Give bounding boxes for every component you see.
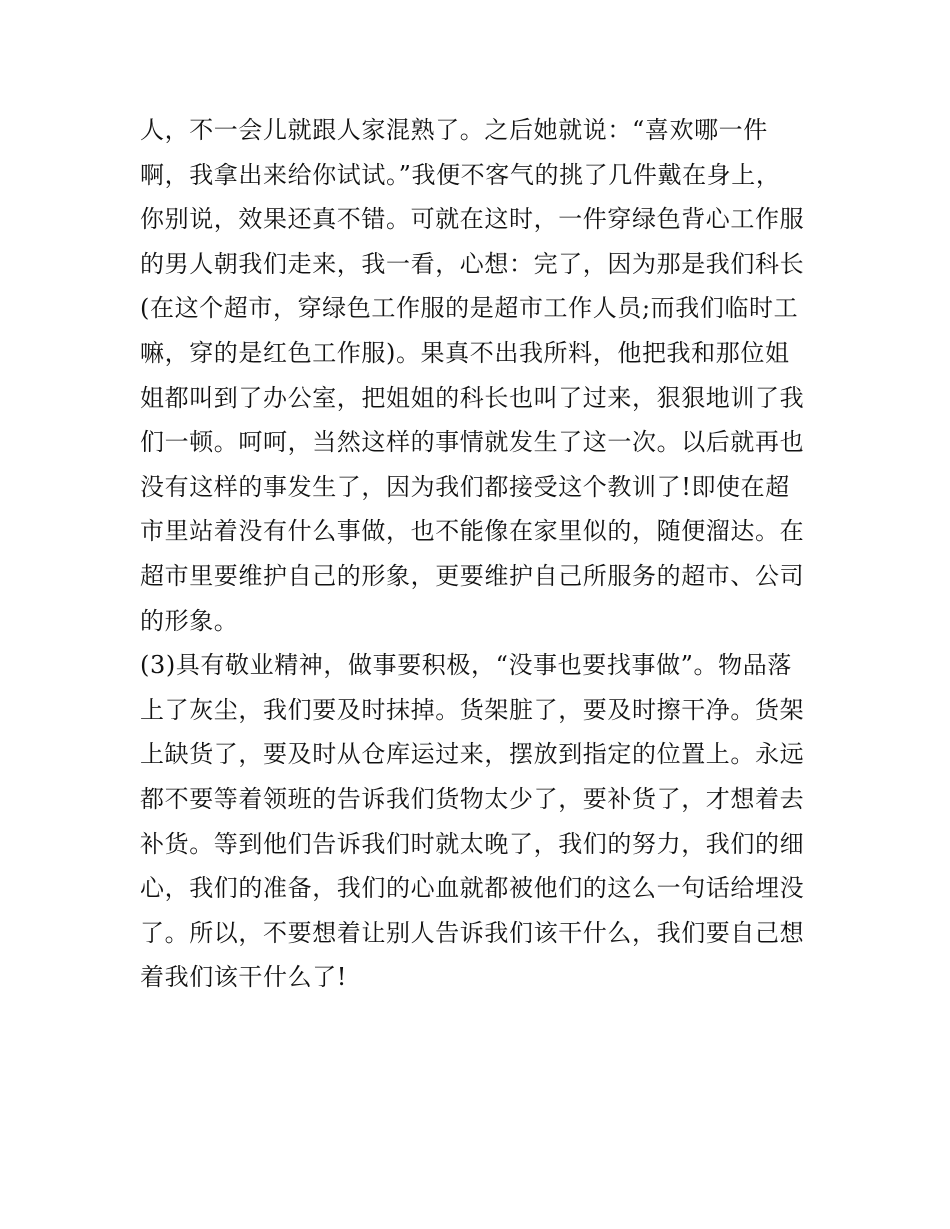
text-line: 的形象。 — [140, 606, 239, 635]
text-line: 超市里要维护自己的形象，更要维护自己所服务的超市、公司 — [140, 561, 805, 590]
text-line: 都不要等着领班的告诉我们货物太少了，要补货了，才想着去 — [140, 784, 805, 813]
body-text — [140, 108, 830, 1000]
text-line: 了。所以，不要想着让别人告诉我们该干什么，我们要自己想 — [140, 918, 805, 947]
text-line: 你别说，效果还真不错。可就在这时，一件穿绿色背心工作服 — [140, 205, 805, 234]
text-line: (在这个超市，穿绿色工作服的是超市工作人员;而我们临时工 — [140, 294, 799, 323]
text-line: 啊，我拿出来给你试试。”我便不客气的挑了几件戴在身上， — [140, 160, 781, 189]
text-line: 着我们该干什么了! — [140, 963, 348, 992]
text-line: 上缺货了，要及时从仓库运过来，摆放到指定的位置上。永远 — [140, 740, 805, 769]
text-line: 上了灰尘，我们要及时抹掉。货架脏了，要及时擦干净。货架 — [140, 695, 805, 724]
text-line: 人，不一会儿就跟人家混熟了。之后她就说：“喜欢哪一件 — [140, 116, 768, 144]
text-line: 姐都叫到了办公室，把姐姐的科长也叫了过来，狠狠地训了我 — [140, 383, 805, 412]
text-line: (3)具有敬业精神，做事要积极，“没事也要找事做”。物品落 — [140, 651, 792, 680]
text-line: 嘛，穿的是红色工作服)。果真不出我所料，他把我和那位姐 — [140, 338, 790, 367]
text-line: 心，我们的准备，我们的心血就都被他们的这么一句话给埋没 — [140, 874, 805, 903]
text-line: 补货。等到他们告诉我们时就太晚了，我们的努力，我们的细 — [140, 829, 805, 858]
text-line: 市里站着没有什么事做，也不能像在家里似的，随便溜达。在 — [140, 517, 805, 546]
text-line: 们一顿。呵呵，当然这样的事情就发生了这一次。以后就再也 — [140, 428, 805, 457]
text-line: 的男人朝我们走来，我一看，心想：完了，因为那是我们科长 — [140, 249, 805, 278]
text-line: 没有这样的事发生了，因为我们都接受这个教训了!即使在超 — [140, 472, 790, 501]
